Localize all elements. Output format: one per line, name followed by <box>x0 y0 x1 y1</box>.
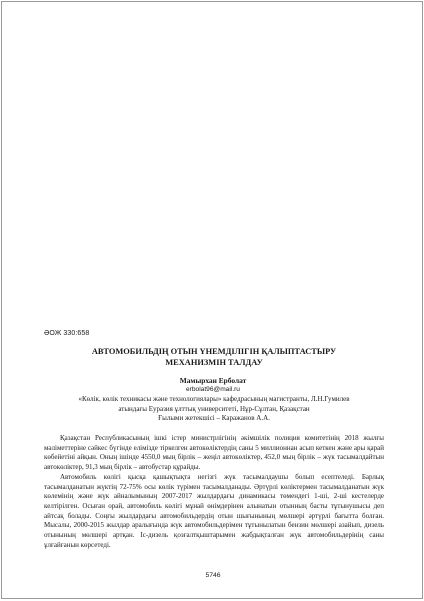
paper-page <box>1 1 423 599</box>
affiliation-block <box>54 395 374 424</box>
affiliation-line: «Көлік, көлік техникасы және технологиялары» кафедрасының магистранты, Л.Н.Гумилев <box>78 395 350 403</box>
paper-title: АВТОМОБИЛЬДІҢ ОТЫН ҮНЕМДІЛІГІН ҚАЛЫПТАСТЫРУ МЕХАНИЗМІН ТАЛДАУ <box>91 347 337 367</box>
author-name: Мамырхан Ерболат <box>179 376 247 385</box>
affiliation-line: атындағы Еуразия ұлттық университеті, Нұр-Сұлтан, Қазақстан <box>118 404 310 413</box>
udc-code: ӘОЖ 330:658 <box>44 330 90 337</box>
page-number: 5746 <box>205 572 221 579</box>
body-text <box>44 434 384 550</box>
paragraph: Автомобиль көлігі қысқа қашықтықта негізгі жүк тасымалдаушы болып есептеледі. Барлық тасымалданатын жүктің 72-75% осы көлік түрімен тасымалданады. Әртүрлі көліктермен тасымалданатын жүк көлемінің және жүк айналымының 2007-2017 жылдардағы динамикасы төмендегі 1-ші, 2-ші кестелерде келтірілген. Осыған орай, автомобиль көлігі мұнай өнімдерінен алынатын отынның басты тұтынушысы деп айтсақ болады. Соңғы жылдардағы автомобильдердің отын шығынының мөлшері әртүрлі бағытта болған. Мысалы, 2000-2015 жылдар аралығында жүк автомобильдерімен тұтынылатын бензин мөлшері азайып, дизель отынының мөлшері артқан. Іс-дизель қозғалтқыштарымен жабдықталған жүк автомобильдерінің саны ұлғайғанын көрсетеді. <box>44 472 384 549</box>
paragraph: Қазақстан Республикасының ішкі істер министрлігінің әкімшілік полиция комитетінің 2018 жылғы мәліметтеріне сәйкес бүгінде елімізде тіркелген автокөліктердің саны 5 миллионнан асып кеткен және ары қарай көбейетіні айқын. Оның ішінде 4550,0 мың бірлік – жеңіл автокөліктер, 452,0 мың бірлік – жүк тасымалдайтын автокөліктер, 91,3 мың бірлік – автобустар құрайды. <box>44 434 384 472</box>
supervisor-line: Ғылыми жетекшісі – Каражанов А.А. <box>158 414 270 423</box>
author-email: erbolat96@mail.ru <box>186 386 240 393</box>
